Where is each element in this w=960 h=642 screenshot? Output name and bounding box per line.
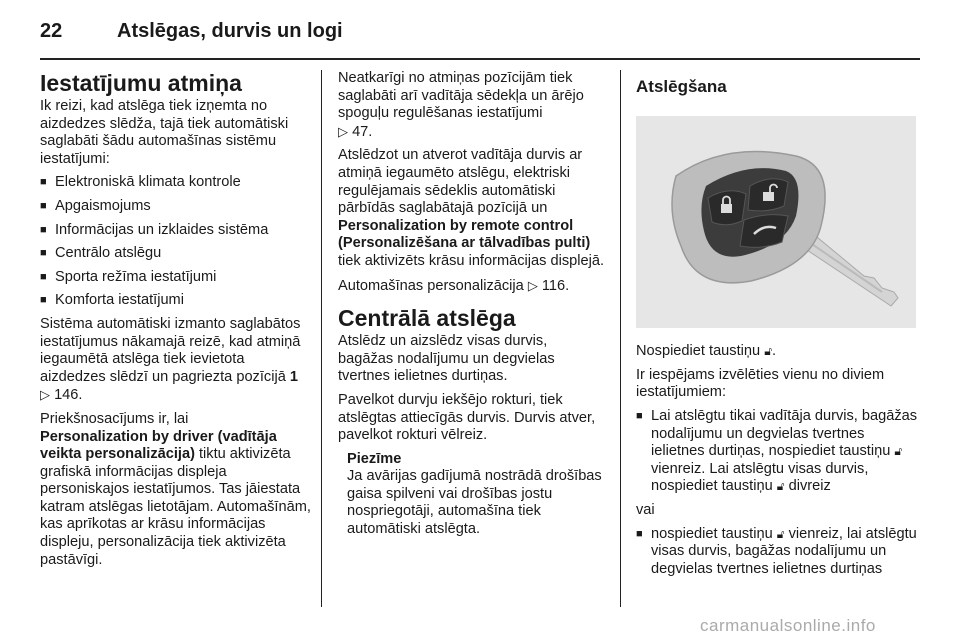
section-heading-settings-memory: Iestatījumu atmiņa: [40, 70, 242, 96]
page-reference: 116.: [541, 277, 570, 294]
page-reference: 146.: [54, 387, 83, 404]
unlock-options-list-2: [636, 526, 920, 579]
list-item: ■ Sporta režīma iestatījumi: [40, 269, 312, 287]
reference-arrow-icon: ▷: [338, 123, 348, 139]
unlock-icon: 🔓︎: [894, 444, 903, 459]
reference-arrow-icon: ▷: [40, 387, 50, 403]
column-3: [636, 70, 920, 584]
list-item: ■ Elektroniskā klimata kontrole: [40, 174, 312, 192]
remote-key-illustration: [636, 116, 916, 328]
paragraph: Pavelkot durvju iekšējo rokturi, tiek atslēgtas attiecīgās durvis. Durvis atver, pavelkot rokturi vēlreiz.: [338, 391, 596, 444]
note-text: Ja avārijas gadījumā nostrādā drošības gaisa spilveni vai drošības jostu nospriegotāji, automašīna tiek automātiski atslēgta.: [347, 468, 602, 538]
page-reference: 47.: [352, 123, 373, 140]
paragraph-or: vai: [636, 501, 655, 518]
paragraph: Priekšnosacījums ir, lai Personalization by driver (vadītāja veikta personalizācija) tiktu aktivizēta grafiskā informācijas displeja personiskajos iestatījumos. Tas jāiestata katram atslēgas lietotājam. Automašīnām, kas aprīkotas ar krāsu informācijas displeju, personalizācija tiek aktivizēta pastāvīgi.: [40, 410, 311, 568]
watermark: carmanualsonline.info: [700, 616, 876, 635]
page-header: [0, 0, 960, 60]
paragraph: Sistēma automātiski izmanto saglabātos iestatījumus nākamajā reizē, kad atmiņā iegaumētā atslēga tiek ievietota aizdedzes slēdzī un pagriezta pozīcijā 1 ▷ 146.: [40, 315, 301, 404]
page-number: 22: [40, 20, 63, 42]
section-heading-central-locking: Centrālā atslēga: [338, 305, 516, 332]
column-divider-1: [321, 70, 322, 607]
list-item: ■ Apgaismojums: [40, 198, 312, 216]
paragraph: Nospiediet taustiņu 🔓︎.: [636, 343, 777, 360]
paragraph: Automašīnas personalizācija ▷ 116.: [338, 277, 570, 294]
paragraph: Atslēdz un aizslēdz visas durvis, bagāžas nodalījumu un degvielas tvertnes ielietnes durtiņas.: [338, 333, 555, 385]
section-heading-unlocking: Atslēgšana: [636, 77, 727, 96]
reference-arrow-icon: ▷: [527, 277, 538, 293]
unlock-icon: 🔓︎: [764, 344, 772, 359]
paragraph: Atslēdzot un atverot vadītāja durvis ar atmiņā iegaumēto atslēgu, elektriski regulējamais sēdeklis automātiski pārbīdās saglabātajā pozīcijā un Personalization by remote control (Personalizēšana ar tālvadības pulti) tiek aktivizēts krāsu informācijas displejā.: [338, 147, 605, 269]
unlock-icon: 🔓︎: [776, 526, 785, 541]
column-1: [40, 70, 312, 575]
list-item: ■ Komforta iestatījumi: [40, 292, 312, 310]
unlock-icon: 🔓︎: [776, 479, 785, 494]
unlock-options-list: [636, 408, 920, 496]
chapter-title: Atslēgas, durvis un logi: [117, 20, 343, 42]
paragraph: Neatkarīgi no atmiņas pozīcijām tiek saglabāti arī vadītāja sēdekļa un ārējo spoguļu regulēšanas iestatījumi ▷ 47.: [338, 70, 584, 140]
note-label: Piezīme: [347, 450, 402, 467]
header-divider: [40, 58, 920, 60]
list-item: ■ Lai atslēgtu tikai vadītāja durvis, bagāžas nodalījumu un degvielas tvertnes ielietnes durtiņas, nospiediet taustiņu 🔓︎ vienreiz. Lai atslēgtu visas durvis, nospiediet taustiņu 🔓︎ divreiz: [636, 408, 920, 496]
paragraph: Ir iespējams izvēlēties vienu no diviem iestatījumiem:: [636, 366, 885, 401]
settings-list: [40, 174, 312, 310]
list-item: ■ Informācijas un izklaides sistēma: [40, 222, 312, 240]
column-2: [338, 70, 606, 539]
column-divider-2: [620, 70, 621, 607]
list-item: ■ nospiediet taustiņu 🔓︎ vienreiz, lai atslēgtu visas durvis, bagāžas nodalījumu un degvielas tvertnes ielietnes durtiņas: [636, 526, 920, 579]
note-box: [347, 451, 606, 539]
list-item: ■ Centrālo atslēgu: [40, 245, 312, 263]
paragraph: Ik reizi, kad atslēga tiek izņemta no aizdedzes slēdža, tajā tiek automātiski saglabāti šādu automašīnas sistēmu iestatījumi:: [40, 98, 289, 167]
